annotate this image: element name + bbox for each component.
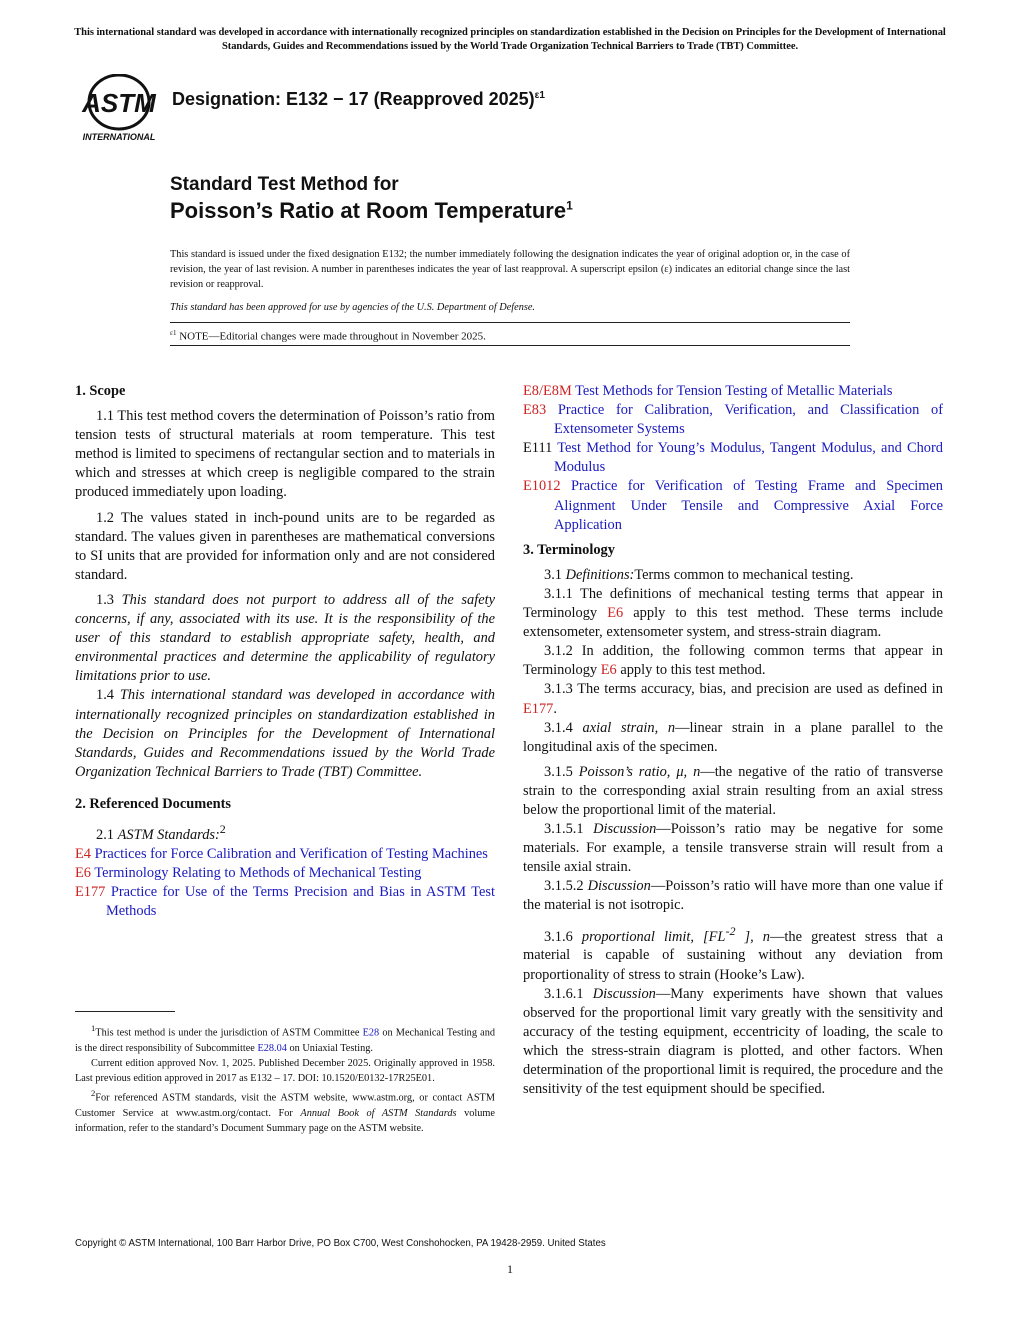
paragraph-3-1-4 xyxy=(523,719,943,757)
paragraph-text: —linear strain in a plane parallel to the longitudinal axis of the specimen. xyxy=(523,719,943,755)
note-mark: ε1 xyxy=(170,329,177,337)
reference-title-link[interactable]: Test Methods for Tension Testing of Metallic Materials xyxy=(571,383,893,399)
paragraph-number: 3.1.5.1 xyxy=(544,821,594,838)
reference-link[interactable]: E177 xyxy=(75,884,106,901)
term-superscript: -2 xyxy=(725,923,736,938)
left-column xyxy=(75,382,495,921)
title-text: Poisson’s Ratio at Room Temperature xyxy=(170,198,567,223)
footnote-edition: Current edition approved Nov. 1, 2025. Published December 2025. Originally approved in 1958. Last previous edition approved in 2017 as E132 – 17. DOI: 10.1520/E0132-17R25E01. xyxy=(75,1057,495,1085)
paragraph-text: —Poisson’s ratio will have more than one value if the material is not isotropic. xyxy=(523,878,944,914)
footnote-text: on Mechanical Testing and is the direct responsibility of Subcommittee xyxy=(75,1027,496,1054)
designation-superscript: ε1 xyxy=(534,90,545,101)
paragraph-text: 3.1.2 In addition, the following common terms that appear in Terminology xyxy=(523,643,943,679)
paragraph-3-1-6 xyxy=(523,922,943,985)
term: axial strain, n xyxy=(582,719,676,736)
note-text: NOTE—Editorial changes were made throughout in November 2025. xyxy=(176,330,486,343)
reference-item xyxy=(75,845,495,864)
approved-notice: This standard has been approved for use by agencies of the U.S. Department of Defense. xyxy=(170,302,536,313)
footnotes xyxy=(75,1021,495,1136)
reference-link[interactable]: E8/E8M xyxy=(523,383,572,399)
paragraph-3-1 xyxy=(523,566,943,585)
subcommittee-link[interactable]: E28.04 xyxy=(257,1042,287,1054)
paragraph-3-1-5 xyxy=(523,763,943,820)
paragraph-2-1 xyxy=(75,820,495,845)
designation-text: Designation: E132 − 17 (Reapproved 2025) xyxy=(172,89,535,109)
footnote-italic-text: Annual Book of ASTM Standards xyxy=(300,1107,457,1119)
paragraph-text: apply to this test method. These terms include extensometer, extensometer system, and stress-strain diagram. xyxy=(523,605,943,641)
term: Poisson’s ratio, μ, n xyxy=(578,763,701,780)
paragraph-1-3 xyxy=(75,591,495,686)
term: proportional limit, [FL xyxy=(581,928,726,945)
reference-link[interactable]: E4 xyxy=(75,845,91,862)
section-heading-scope: 1. Scope xyxy=(75,383,126,399)
divider xyxy=(170,345,850,346)
footnote-1 xyxy=(75,1021,495,1056)
reference-item xyxy=(523,477,943,534)
reference-item xyxy=(523,439,943,477)
reference-link[interactable]: E83 xyxy=(523,402,547,419)
footnote-text: This test method is under the jurisdiction of ASTM Committee xyxy=(95,1027,363,1039)
term: Discussion xyxy=(587,878,651,895)
paragraph-number: 3.1.5 xyxy=(544,763,579,780)
paragraph-text: apply to this test method. xyxy=(616,662,766,679)
title-line-2 xyxy=(170,198,573,224)
title-line-1: Standard Test Method for xyxy=(170,174,399,195)
issued-notice: This standard is issued under the fixed designation E132; the number immediately following the designation indicates the year of original adoption or, in the case of revision, the year of last revision. A number in parentheses indicates the year of last reapproval. A superscript epsilon (ε) indicates an editorial change since the last revision or reapproval. xyxy=(170,249,850,290)
paragraph-number: 2.1 xyxy=(96,826,118,843)
logo-sub-label: INTERNATIONAL xyxy=(82,132,156,142)
footnote-mark: 1 xyxy=(91,1023,96,1033)
footnote-mark: 2 xyxy=(91,1088,96,1099)
paragraph-1-4 xyxy=(75,686,495,781)
paragraph-3-1-5-2 xyxy=(523,877,943,915)
designation xyxy=(172,89,545,110)
paragraph-number: 3.1.6.1 xyxy=(544,985,593,1002)
paragraph-1-2: 1.2 The values stated in inch-pound units are to be regarded as standard. The values given in parentheses are mathematical conversions to SI units that are provided for information only and are not considered standard. xyxy=(75,509,495,583)
paragraph-text: —the greatest stress that a material is capable of sustaining without any deviation from proportionality of stress to strain (Hooke’s Law). xyxy=(523,928,943,983)
copyright: Copyright © ASTM International, 100 Barr Harbor Drive, PO Box C700, West Conshohocken, PA 19428-2959. United States xyxy=(75,1238,606,1249)
paragraph-text: This international standard was developed in accordance with internationally recognized principles on standardization established in the Decision on Principles for the Development of International Standards, Guides and Recommendations issued by the World Trade Organization Technical Barriers to Trade (TBT) Committee. xyxy=(75,687,495,780)
reference-code: E111 xyxy=(523,440,553,457)
paragraph-text: This standard does not purport to address all of the safety concerns, if any, associated with its use. It is the responsibility of the user of this standard to establish appropriate safety, health, and environmental practices and determine the applicability of regulatory limitations prior to use. xyxy=(75,591,495,685)
title-footnote-mark: 1 xyxy=(566,198,573,213)
header-notice: This international standard was developed in accordance with internationally recognized principles on standardization established in the Decision on Principles for the Development of International Standards, Guides and Recommendations issued by the World Trade Organization Technical Barriers to Trade (TBT) Committee. xyxy=(74,27,946,52)
reference-title-link[interactable]: Terminology Relating to Methods of Mechanical Testing xyxy=(91,864,422,881)
paragraph-number: 3.1.5.2 xyxy=(544,878,588,895)
paragraph-number: 1.3 xyxy=(96,591,122,608)
paragraph-3-1-5-1 xyxy=(523,820,943,877)
reference-title-link[interactable]: Practice for Use of the Terms Precision and Bias in ASTM Test Methods xyxy=(105,884,495,920)
footnote-text: volume information, refer to the standard’s Document Summary page on the ASTM website. xyxy=(75,1107,495,1135)
paragraph-text: —Many experiments have shown that values observed for the proportional limit vary greatly with the sensitivity and accuracy of the testing equipment, eccentricity of loading, the scale to which the stress-strain diagram is plotted, and other factors. When determination of the proportional limit is required, the procedure and the sensitivity of the test equipment should be specified. xyxy=(523,985,943,1098)
paragraph-1-1: 1.1 This test method covers the determination of Poisson’s ratio from tension tests of structural materials at room temperature. This test method is limited to specimens of rectangular section and to materials in which and stresses at which creep is negligible compared to the strain produced immediately upon loading. xyxy=(75,408,495,501)
paragraph-text: 3.1.3 The terms accuracy, bias, and precision are used as defined in xyxy=(544,681,943,698)
footnote-text: on Uniaxial Testing. xyxy=(286,1042,373,1054)
astm-logo xyxy=(74,74,164,144)
term: Discussion xyxy=(592,985,656,1002)
section-heading-terminology: 3. Terminology xyxy=(523,541,615,558)
reference-title-link[interactable]: Practice for Verification of Testing Frame and Specimen Alignment Under Tensile and Compressive Axial Force Application xyxy=(554,478,943,533)
reference-link[interactable]: E6 xyxy=(607,605,624,622)
term: Discussion xyxy=(593,821,657,838)
editorial-note xyxy=(170,329,486,343)
term: Definitions: xyxy=(565,566,635,583)
paragraph-number: 1.4 xyxy=(96,687,120,704)
paragraph-text: Terms common to mechanical testing. xyxy=(634,566,854,583)
reference-item xyxy=(523,401,943,439)
paragraph-3-1-3 xyxy=(523,680,943,718)
paragraph-text: 3.1.1 The definitions of mechanical testing terms that appear in Terminology xyxy=(523,585,943,622)
reference-title-link[interactable]: Test Method for Young’s Modulus, Tangent Modulus, and Chord Modulus xyxy=(552,440,943,476)
reference-link[interactable]: E177 xyxy=(523,700,554,717)
divider xyxy=(170,322,850,323)
paragraph-3-1-1 xyxy=(523,585,943,642)
paragraph-3-1-2 xyxy=(523,642,943,680)
footnote-text: For referenced ASTM standards, visit the ASTM website, www.astm.org, or contact ASTM Customer Service at www.astm.org/contact. For xyxy=(75,1092,495,1119)
paragraph-3-1-6-1 xyxy=(523,985,943,1100)
reference-link[interactable]: E6 xyxy=(75,864,91,881)
paragraph-text: —Poisson’s ratio may be negative for some materials. For example, a tensile transverse strain will result from a tensile axial strain. xyxy=(523,821,943,876)
term: ], n xyxy=(735,928,771,945)
footnote-mark: 2 xyxy=(219,821,226,836)
section-heading-referenced-documents: 2. Referenced Documents xyxy=(75,795,231,812)
reference-title-link[interactable]: Practice for Calibration, Verification, and Classification of Extensometer Systems xyxy=(546,402,943,438)
paragraph-number: 3.1.6 xyxy=(544,928,582,945)
reference-item xyxy=(75,864,495,883)
footnote-divider xyxy=(75,1011,175,1012)
paragraph-number: 3.1 xyxy=(544,566,566,583)
paragraph-text: —the negative of the ratio of transverse strain to the corresponding axial strain resulting from an axial stress below the proportional limit of the material. xyxy=(523,763,943,818)
reference-item xyxy=(75,883,495,921)
astm-standards-label: ASTM Standards: xyxy=(117,826,220,843)
reference-link[interactable]: E1012 xyxy=(523,478,561,495)
logo-letters: ASTM xyxy=(82,88,156,118)
reference-link[interactable]: E6 xyxy=(600,662,617,679)
reference-title-link[interactable]: Practices for Force Calibration and Verification of Testing Machines xyxy=(91,845,488,862)
committee-link[interactable]: E28 xyxy=(362,1027,380,1039)
paragraph-text: . xyxy=(553,700,557,717)
page-number: 1 xyxy=(507,1262,513,1276)
paragraph-number: 3.1.4 xyxy=(544,719,583,736)
reference-item xyxy=(523,382,943,401)
right-column xyxy=(523,382,943,1099)
footnote-2 xyxy=(75,1086,495,1136)
